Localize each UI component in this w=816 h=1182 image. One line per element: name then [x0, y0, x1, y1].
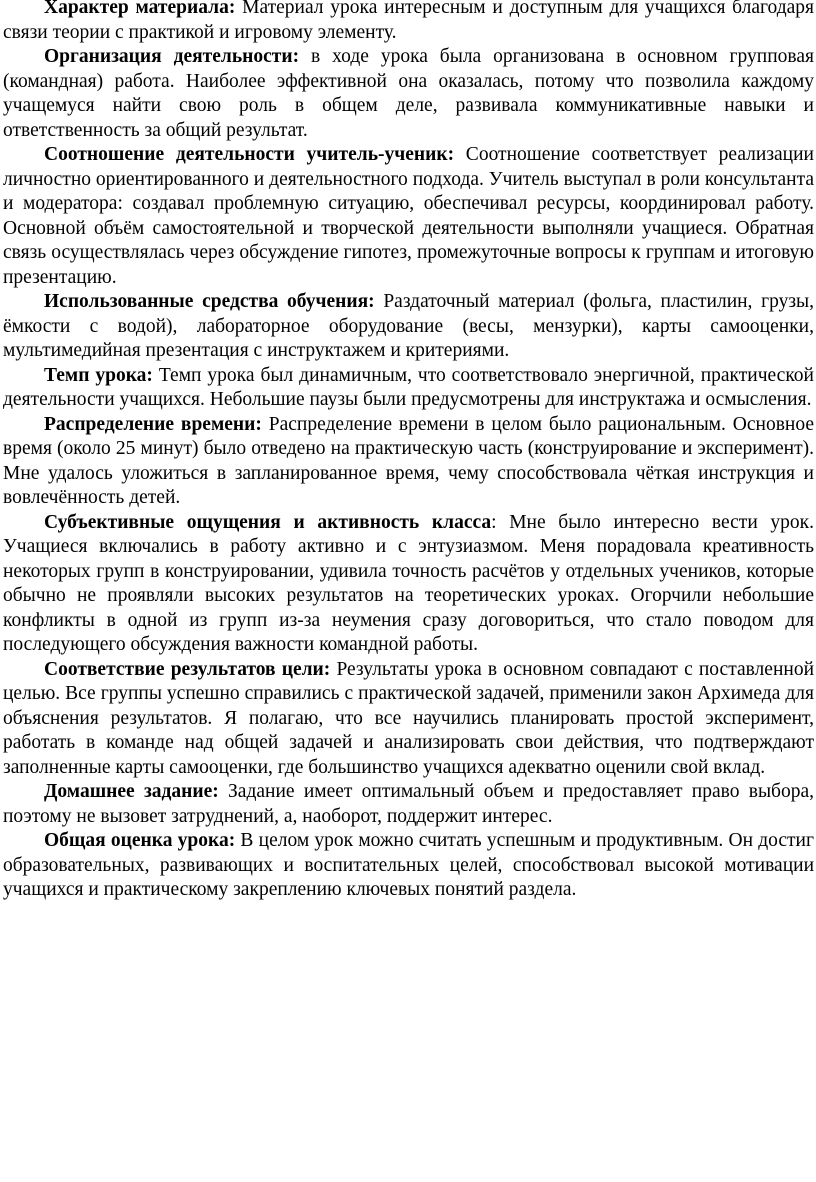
paragraph-results-vs-goal [3, 658, 814, 781]
paragraph-text: Распределение времени в целом было рациональным. Основное время (около 25 минут) было отведено на практическую часть (конструирование и эксперимент). Мне удалось уложиться в запланированное время, чему способствовала чёткая инструкция и вовлечённость детей. [3, 413, 814, 508]
paragraph-lesson-pace [3, 364, 814, 413]
paragraph-text: В целом урок можно считать успешным и продуктивным. Он достиг образовательных, развивающих и воспитательных целей, способствовал высокой мотивации учащихся и практическому закреплению ключевых понятий раздела. [3, 830, 814, 900]
paragraph-label: Организация деятельности: [44, 46, 300, 67]
paragraph-homework [3, 780, 814, 829]
paragraph-teaching-tools [3, 290, 814, 364]
paragraph-label: Темп урока: [44, 364, 153, 386]
paragraph-time-distribution [3, 413, 814, 511]
paragraph-text: : Мне было интересно вести урок. Учащиеся включались в работу активно и с энтузиазмом. Меня порадовала креативность некоторых групп в конструировании, удивила точность расчётов у отдельных учеников, которые обычно не проявляли высоких результатов на теоретических уроках. Огорчили небольшие конфликты в одной из групп из-за неумения сразу договориться, что стало поводом для последующего обсуждения важности командной работы. [3, 511, 815, 655]
paragraph-text: в ходе урока была организована в основном групповая (командная) работа. Наиболее эффективной она оказалась, потому что позволила каждому учащемуся найти свою роль в общем деле, развивала коммуникативные навыки и ответственность за общий результат. [3, 46, 814, 141]
paragraph-label: Соотношение деятельности учитель-ученик: [44, 144, 455, 165]
paragraph-teacher-student-ratio [3, 143, 814, 290]
paragraph-label: Соответствие результатов цели: [44, 658, 331, 680]
paragraph-label: Субъективные ощущения и активность класса [44, 511, 492, 533]
paragraph-text: Темп урока был динамичным, что соответствовало энергичной, практической деятельности учащихся. Небольшие паузы были предусмотрены для инструктажа и осмысления. [3, 364, 814, 410]
paragraph-label: Характер материала: [44, 0, 236, 18]
paragraph-material-character [3, 0, 814, 45]
paragraph-class-activity [3, 511, 814, 658]
paragraph-label: Общая оценка урока: [44, 830, 236, 851]
paragraph-label: Распределение времени: [44, 413, 262, 435]
paragraph-text: Соотношение соответствует реализации личностно ориентированного и деятельностного подхода. Учитель выступал в роли консультанта и модератора: создавал проблемную ситуацию, обеспечивал ресурсы, координировал работу. Основной объём самостоятельной и творческой деятельности выполняли учащиеся. Обратная связь осуществлялась через обсуждение гипотез, промежуточные вопросы к группам и итоговую презентацию. [3, 144, 814, 288]
paragraph-text: Задание имеет оптимальный объем и предоставляет право выбора, поэтому не вызовет затруднений, а, наоборот, поддержит интерес. [3, 781, 814, 827]
paragraph-text: Раздаточный материал (фольга, пластилин, грузы, ёмкости с водой), лабораторное оборудование (весы, мензурки), карты самооценки, мультимедийная презентация с инструктажем и критериями. [3, 291, 815, 361]
paragraph-text: Результаты урока в основном совпадают с поставленной целью. Все группы успешно справились с практической задачей, применили закон Архимеда для объяснения результатов. Я полагаю, что все научились планировать простой эксперимент, работать в команде над общей задачей и анализировать свои действия, что подтверждают заполненные карты самооценки, где большинство учащихся адекватно оценили свой вклад. [3, 658, 815, 778]
paragraph-overall-assessment [3, 829, 814, 903]
paragraph-label: Использованные средства обучения: [44, 291, 375, 312]
paragraph-activity-organization [3, 45, 814, 143]
lesson-analysis-text [3, 0, 814, 903]
paragraph-text: Материал урока интересным и доступным для учащихся благодаря связи теории с практикой и игровому элементу. [3, 0, 815, 43]
paragraph-label: Домашнее задание: [44, 781, 219, 802]
